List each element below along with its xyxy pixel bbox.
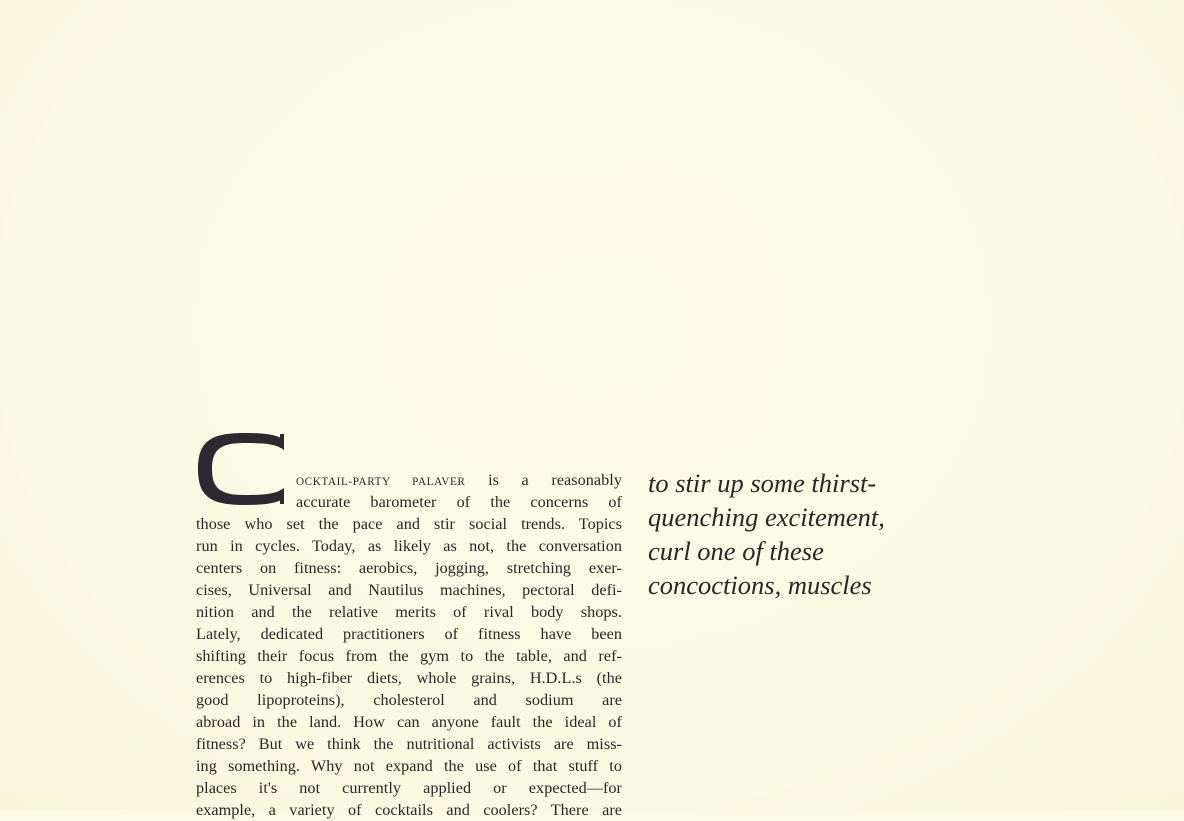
article-line-7: nition and the relative merits of rival body shops. [196,603,622,621]
dropcap-c [196,432,288,506]
article-line-9: shifting their focus from the gym to the table, and ref- [196,647,622,665]
article-line-14: ing something. Why not expand the use of that stuff to [196,757,622,775]
lead-in-smallcaps: OCKTAIL-PARTY PALAVER [296,476,466,488]
pull-quote-line-3: curl one of these [648,536,824,566]
pull-quote-line-2: quenching excitement, [648,502,885,532]
article-line-6: cises, Universal and Nautilus machines, pectoral defi- [196,581,622,599]
article-line-1 [296,470,622,491]
article-line-10: erences to high-fiber diets, whole grains, H.D.L.s (the [196,669,622,687]
article-line-3: those who set the pace and stir social trends. Topics [196,515,622,533]
article-line-12: abroad in the land. How can anyone fault the ideal of [196,713,622,731]
article-line-16: example, a variety of cocktails and coolers? There are [196,801,622,819]
lead-in-rest: is a reasonably [488,471,622,489]
article-line-5: centers on fitness: aerobics, jogging, stretching exer- [196,559,622,577]
article-line-13: fitness? But we think the nutritional activists are miss- [196,735,622,753]
pull-quote-line-1: to stir up some thirst- [648,468,877,498]
dropcap-c-glyph [196,432,288,506]
pull-quote-line-4: concoctions, muscles [648,570,872,600]
article-line-15: places it's not currently applied or expected—for [196,779,622,797]
article-line-8: Lately, dedicated practitioners of fitness have been [196,625,622,643]
article-line-4: run in cycles. Today, as likely as not, the conversation [196,537,622,555]
article-line-11: good lipoproteins), cholesterol and sodium are [196,691,622,709]
article-line-2: accurate barometer of the concerns of [296,493,622,511]
